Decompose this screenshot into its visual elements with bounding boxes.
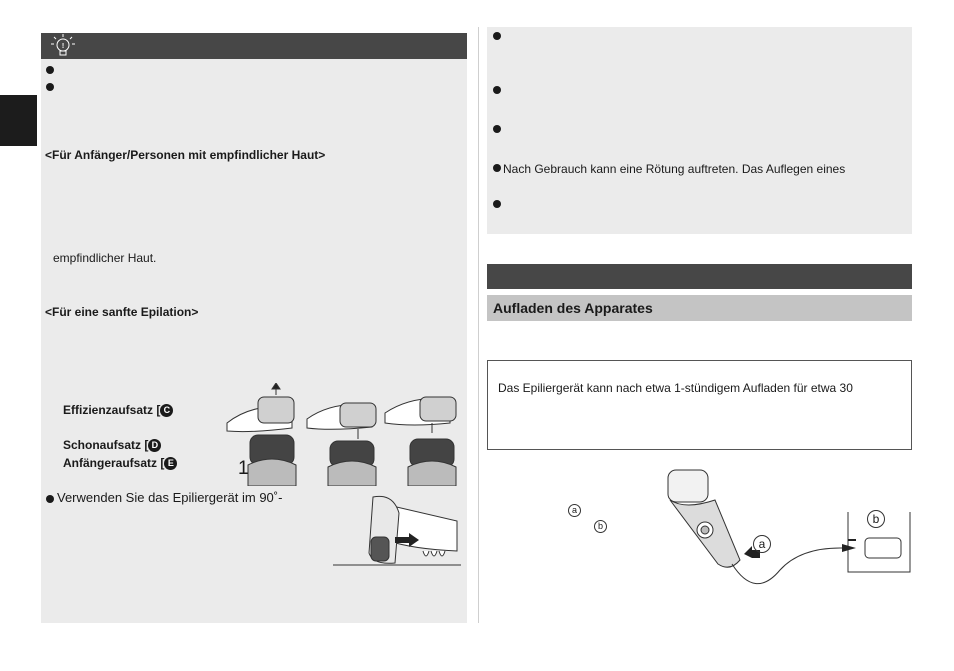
usage-angle-illustration [333, 493, 461, 573]
step-number: 1 [238, 458, 249, 479]
svg-text:!: ! [61, 43, 65, 50]
attachment-beginner-text: Anfängeraufsatz [ [63, 456, 165, 470]
right-notes-panel [487, 27, 912, 234]
right-bullet-1 [493, 32, 501, 40]
attachment-gentle-text: Schonaufsatz [ [63, 438, 149, 452]
tips-header-bar [41, 33, 467, 59]
attachment-gentle-label [63, 438, 161, 452]
charging-info-text: Das Epiliergerät kann nach etwa 1-stündigem Aufladen für etwa 30 [498, 381, 853, 395]
charging-illustration [660, 460, 920, 600]
letter-c-badge: C [160, 404, 173, 417]
letter-d-badge: D [148, 439, 161, 452]
angle-usage-text: Verwenden Sie das Epiliergerät im 90˚- [57, 490, 283, 505]
attachment-exchange-illustration [222, 383, 464, 486]
right-bullet-5 [493, 200, 501, 208]
right-bullet-2 [493, 86, 501, 94]
right-bullet-3 [493, 125, 501, 133]
attachment-efficiency-label [63, 403, 173, 417]
redness-note: Nach Gebrauch kann eine Rötung auftreten. Das Auflegen eines [503, 162, 846, 176]
letter-e-badge: E [164, 457, 177, 470]
label-a-large: a [753, 535, 771, 553]
section-beginners-heading: <Für Anfänger/Personen mit empfindlicher Haut> [45, 148, 326, 162]
charging-subsection-title: Aufladen des Apparates [493, 300, 653, 316]
side-tab-marker [0, 95, 37, 146]
column-divider [478, 27, 479, 623]
attachment-beginner-label [63, 456, 177, 470]
right-bullet-4 [493, 164, 501, 172]
charging-info-box [487, 360, 912, 450]
sensitive-skin-text: empfindlicher Haut. [53, 251, 157, 265]
attachment-efficiency-text: Effizienzaufsatz [ [63, 403, 161, 417]
section-gentle-heading: <Für eine sanfte Epilation> [45, 305, 199, 319]
label-b-large: b [867, 510, 885, 528]
charging-section-header [487, 264, 912, 289]
bullet-1 [46, 66, 54, 74]
label-b-small: b [594, 520, 607, 533]
bullet-angle [46, 495, 54, 503]
bullet-2 [46, 83, 54, 91]
label-a-small: a [568, 504, 581, 517]
lightbulb-icon [46, 33, 80, 57]
